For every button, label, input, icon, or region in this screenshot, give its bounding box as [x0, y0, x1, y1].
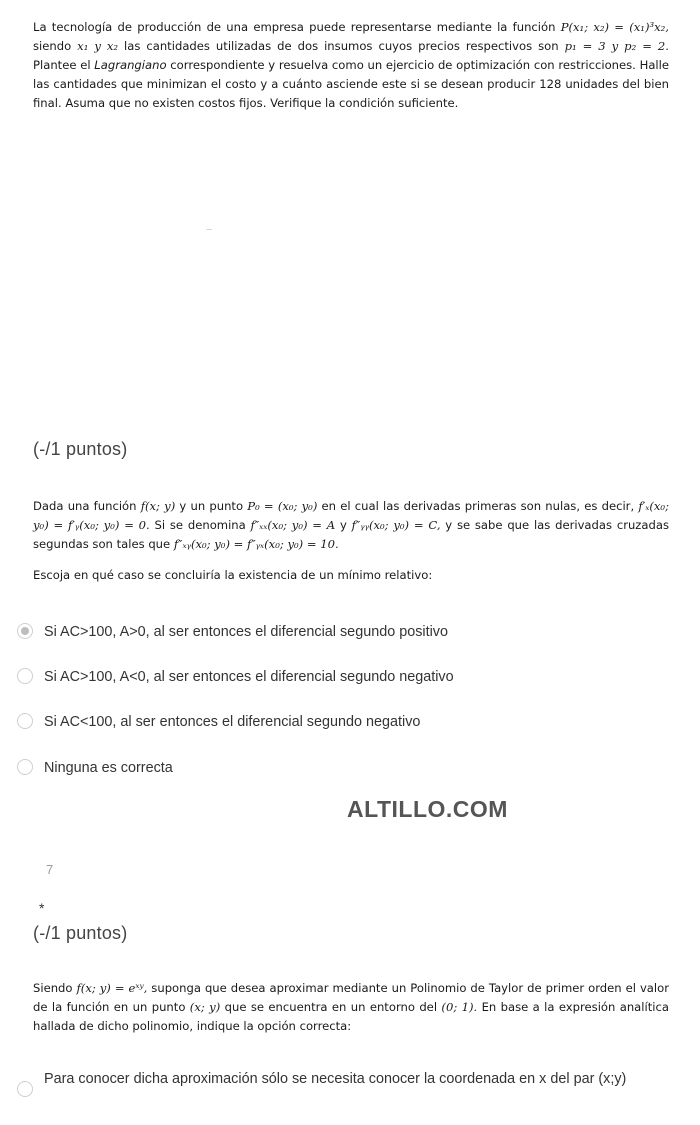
q1-math-vars: x₁ y x₂: [77, 39, 119, 53]
q2-option-3-label: Si AC<100, al ser entonces el diferencial segundo negativo: [44, 714, 421, 730]
q2-option-2[interactable]: [17, 666, 454, 688]
watermark: ALTILLO.COM: [347, 796, 508, 822]
q2-option-4-label: Ninguna es correcta: [44, 760, 173, 776]
question-2-statement: [33, 497, 669, 554]
q3-text-2: suponga que desea aproximar mediante un Polinomio de Taylor de primer orden el valor de la función en un punto: [33, 981, 669, 1014]
question-3-statement: [33, 979, 669, 1036]
q2-math-fyy: f″ᵧᵧ(x₀; y₀) = C,: [351, 518, 441, 532]
q2-option-1[interactable]: [17, 621, 448, 643]
q2-option-4-radio[interactable]: [17, 759, 33, 775]
question-2-points: (-/1 puntos): [33, 439, 128, 459]
q2-option-1-radio[interactable]: [17, 623, 33, 639]
question-3-number: 7: [46, 862, 54, 877]
q2-math-fxx: f″ₓₓ(x₀; y₀) = A: [250, 518, 336, 532]
q3-option-1-label: Para conocer dicha aproximación sólo se necesita conocer la coordenada en x del par (x;y): [44, 1071, 627, 1087]
stray-mark: [206, 229, 212, 230]
q2-math-cross: f″ₓᵧ(x₀; y₀) = f″ᵧₓ(x₀; y₀) = 10.: [173, 537, 339, 551]
q1-text-3: las cantidades utilizadas de dos insumos cuyos precios respectivos son: [118, 39, 565, 53]
question-3-points: (-/1 puntos): [33, 923, 128, 943]
q3-text-1: Siendo: [33, 981, 77, 995]
q2-option-1-label: Si AC>100, A>0, al ser entonces el diferencial segundo positivo: [44, 624, 448, 640]
q1-text-2: siendo: [33, 39, 78, 53]
q2-option-2-radio[interactable]: [17, 668, 33, 684]
q1-lagrangian-word: Lagrangiano: [94, 58, 167, 72]
question-2-prompt: Escoja en qué caso se concluiría la existencia de un mínimo relativo:: [33, 568, 433, 582]
q3-text-4: En base a la expresión analítica hallada de dicho polinomio, indique la opción correcta:: [33, 1000, 669, 1033]
q2-option-4[interactable]: [17, 757, 173, 779]
q2-math-f: f(x; y): [140, 499, 176, 513]
q3-math-point: (x; y): [189, 1000, 221, 1014]
q1-math-function: P(x₁; x₂) = (x₁)³x₂,: [560, 20, 669, 34]
q2-math-first-derivs: f′ₓ(x₀; y₀) = f′ᵧ(x₀; y₀) = 0.: [33, 499, 669, 532]
q2-text-1: Dada una función: [33, 499, 141, 513]
q2-option-2-label: Si AC>100, A<0, al ser entonces el diferencial segundo negativo: [44, 669, 454, 685]
q2-math-point: P₀ = (x₀; y₀): [247, 499, 318, 513]
q2-text-2: y un punto: [175, 499, 248, 513]
required-marker: *: [39, 900, 45, 916]
q2-text-5: y: [335, 518, 352, 532]
q2-text-4: Si se denomina: [149, 518, 251, 532]
q2-text-3: en el cual las derivadas primeras son nulas, es decir,: [317, 499, 639, 513]
q2-text-6: y se sabe que las derivadas cruzadas segundas son tales que: [33, 518, 670, 551]
q3-math-f: f(x; y) = eˣʸ,: [76, 981, 148, 995]
q1-text-5: correspondiente y resuelva como un ejercicio de optimización con restricciones. Halle las cantidades que minimizan el costo y a cuánto asciende este si se desean producir 128 unidades del bien final. Asuma que no existen costos fijos. Verifique la condición suficiente.: [33, 58, 669, 110]
q3-text-3: que se encuentra en un entorno del: [220, 1000, 442, 1014]
q1-text-1: La tecnología de producción de una empresa puede representarse mediante la función: [33, 20, 561, 34]
q1-math-prices: p₁ = 3 y p₂ = 2.: [564, 39, 669, 53]
q3-option-1-radio[interactable]: [17, 1081, 33, 1097]
q3-option-1[interactable]: [17, 1068, 657, 1097]
q3-math-origin: (0; 1).: [441, 1000, 478, 1014]
question-1-statement: [33, 18, 669, 113]
q1-text-4: Plantee el: [33, 58, 95, 72]
q2-option-3[interactable]: [17, 711, 420, 733]
q2-option-3-radio[interactable]: [17, 713, 33, 729]
